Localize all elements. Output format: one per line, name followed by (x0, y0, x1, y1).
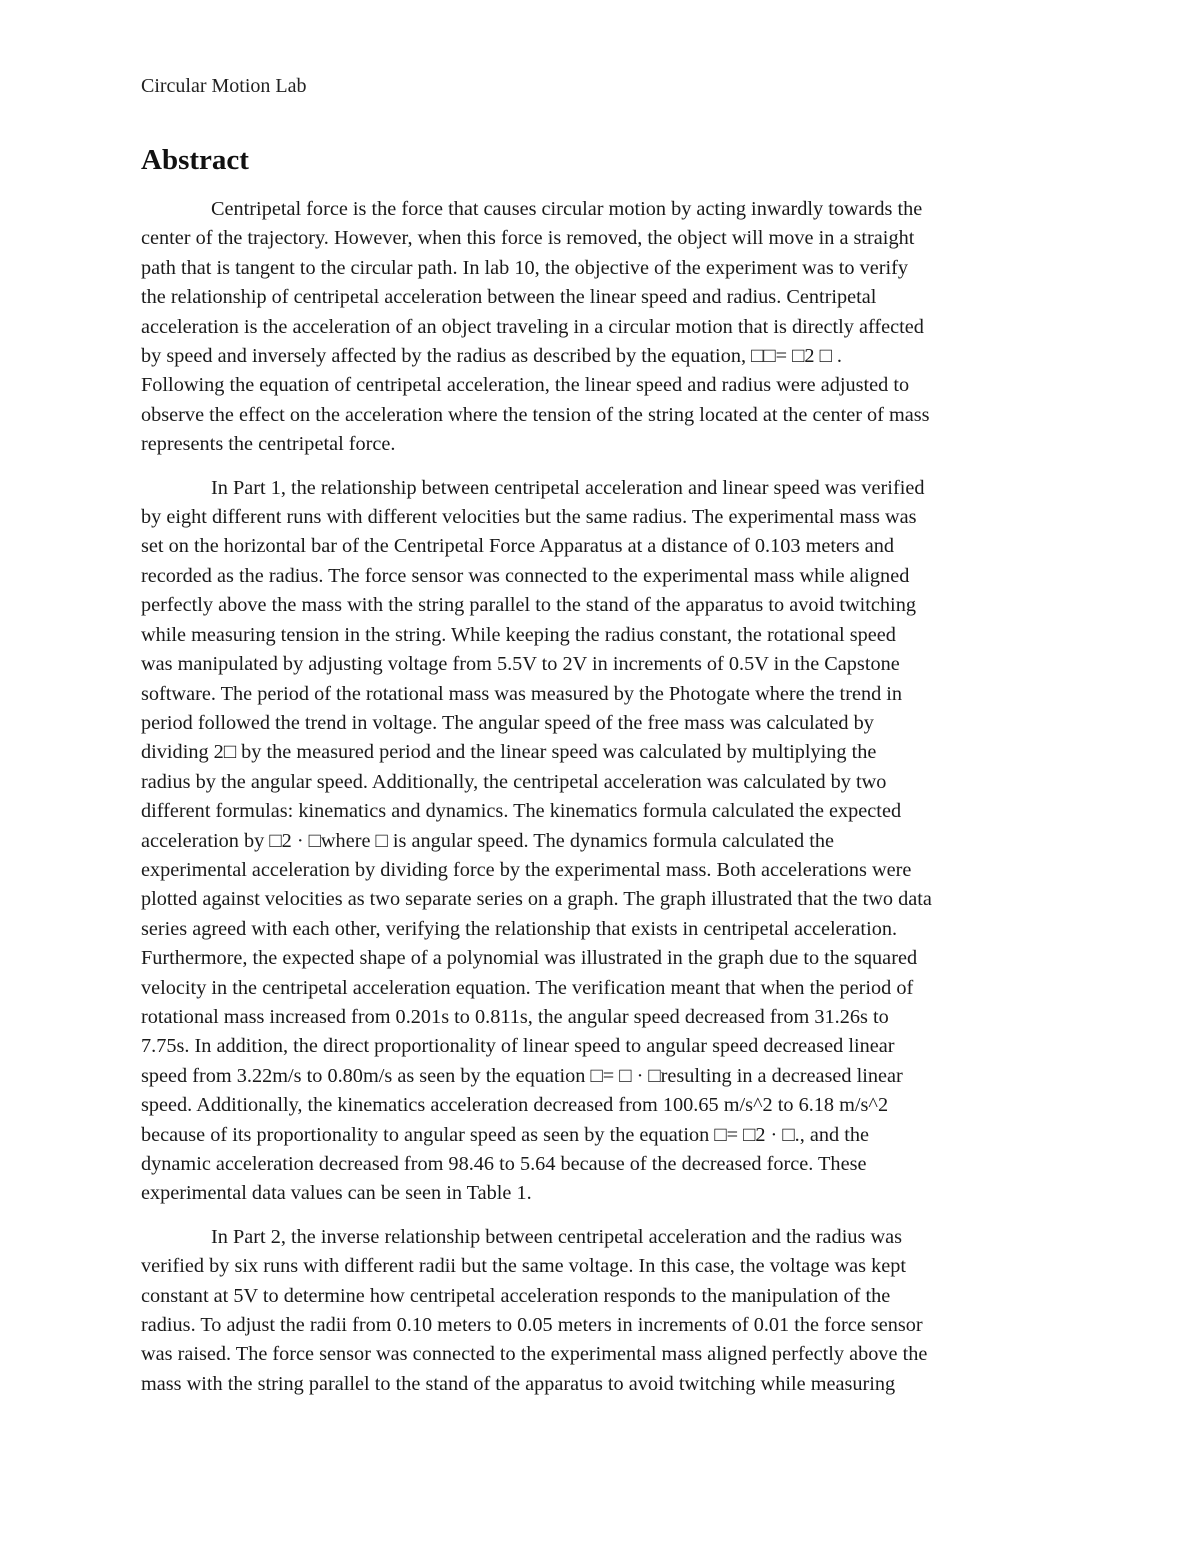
section-heading-abstract: Abstract (141, 144, 249, 176)
running-head: Circular Motion Lab (141, 75, 307, 97)
paragraph-abstract-intro: Centripetal force is the force that causes circular motion by acting inwardly towards the center of the trajectory. However, when this force is removed, the object will move in a straight path that is tangent to the circular path. In lab 10, the objective of the experiment was to verify the relationship of centripetal acceleration between the linear speed and radius. Centripetal acceleration is the acceleration of an object traveling in a circular motion that is directly affected by speed and inversely affected by the radius as described by the equation, □□= □2 □ . Following the equation of centripetal acceleration, the linear speed and radius were adjusted to observe the effect on the acceleration where the tension of the string located at the center of mass represents the centripetal force. (141, 198, 930, 456)
paragraph-part-1: In Part 1, the relationship between centripetal acceleration and linear speed was verified by eight different runs with different velocities but the same radius. The experimental mass was set on the horizontal bar of the Centripetal Force Apparatus at a distance of 0.103 meters and recorded as the radius. The force sensor was connected to the experimental mass while aligned perfectly above the mass with the string parallel to the stand of the apparatus to avoid twitching while measuring tension in the string. While keeping the radius constant, the rotational speed was manipulated by adjusting voltage from 5.5V to 2V in increments of 0.5V in the Capstone software. The period of the rotational mass was measured by the Photogate where the trend in period followed the trend in voltage. The angular speed of the free mass was calculated by dividing 2□ by the measured period and the linear speed was calculated by multiplying the radius by the angular speed. Additionally, the centripetal acceleration was calculated by two different formulas: kinematics and dynamics. The kinematics formula calculated the expected acceleration by □2 · □where □ is angular speed. The dynamics formula calculated the experimental acceleration by dividing force by the experimental mass. Both accelerations were plotted against velocities as two separate series on a graph. The graph illustrated that the two data series agreed with each other, verifying the relationship that exists in centripetal acceleration. Furthermore, the expected shape of a polynomial was illustrated in the graph due to the squared velocity in the centripetal acceleration equation. The verification meant that when the period of rotational mass increased from 0.201s to 0.811s, the angular speed decreased from 31.26s to 7.75s. In addition, the direct proportionality of linear speed to angular speed decreased linear speed from 3.22m/s to 0.80m/s as seen by the equation □= □ · □resulting in a decreased linear speed. Additionally, the kinematics acceleration decreased from 100.65 m/s^2 to 6.18 m/s^2 because of its proportionality to angular speed as seen by the equation □= □2 · □., and the dynamic acceleration decreased from 98.46 to 5.64 because of the decreased force. These experimental data values can be seen in Table 1. (141, 476, 932, 1205)
paragraph-part-2: In Part 2, the inverse relationship between centripetal acceleration and the radius was verified by six runs with different radii but the same voltage. In this case, the voltage was kept constant at 5V to determine how centripetal acceleration responds to the manipulation of the radius. To adjust the radii from 0.10 meters to 0.05 meters in increments of 0.01 the force sensor was raised. The force sensor was connected to the experimental mass aligned perfectly above the mass with the string parallel to the stand of the apparatus to avoid twitching while measuring (141, 1225, 928, 1395)
document-body (141, 142, 1061, 1413)
